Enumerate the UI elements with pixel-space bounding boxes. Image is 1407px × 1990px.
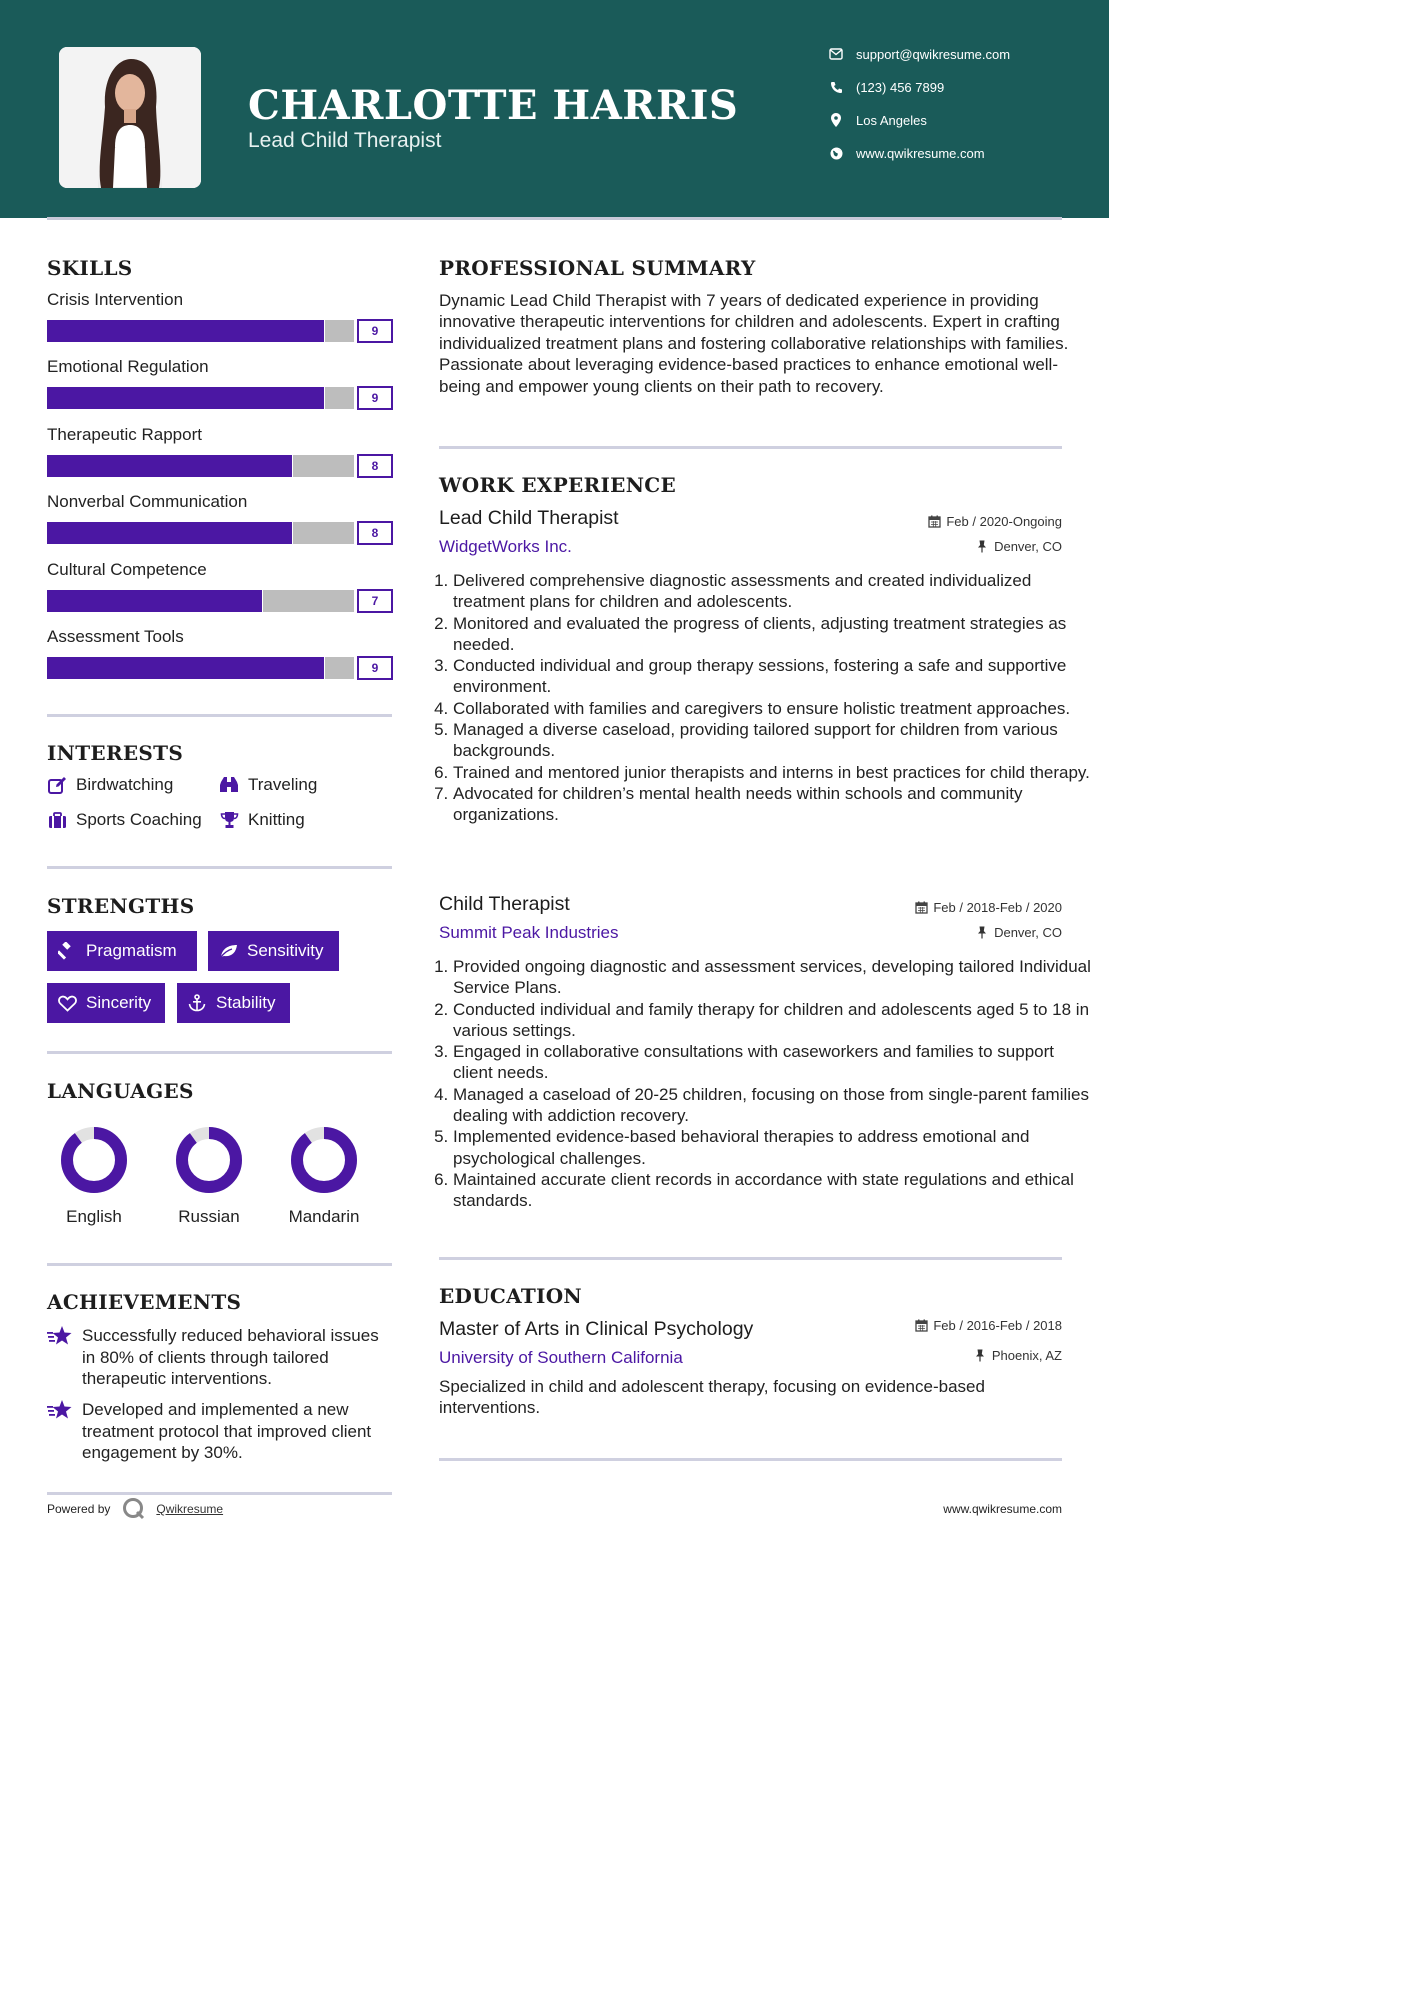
strength-tag <box>208 931 339 971</box>
strength-label: Pragmatism <box>86 941 177 960</box>
duty-item: 2. Conducted individual and family therapy for children and adolescents aged 5 to 18 in various settings. <box>453 999 1093 1042</box>
skill-bar <box>47 590 355 612</box>
achievement-text: Developed and implemented a new treatment protocol that improved client engagement by 30%. <box>82 1400 372 1462</box>
achievements-divider <box>47 1492 392 1495</box>
interest-label: Knitting <box>248 810 305 829</box>
skill-bar-track <box>325 657 354 679</box>
calendar-icon <box>927 515 941 529</box>
skill-bar-fill <box>47 522 292 544</box>
job-location-text: Denver, CO <box>994 925 1062 940</box>
skill-name: Assessment Tools <box>47 627 184 646</box>
language-donut <box>58 1124 130 1196</box>
experience-heading: WORK EXPERIENCE <box>439 473 677 497</box>
skill-bar <box>47 320 355 342</box>
skill-bar-fill <box>47 590 262 612</box>
skill-score: 8 <box>357 521 393 545</box>
duty-item: 3. Engaged in collaborative consultations with caseworkers and families to support client needs. <box>453 1041 1093 1084</box>
language-donut-fill <box>67 1133 121 1187</box>
job-title: Child Therapist <box>439 893 570 915</box>
language-name: Mandarin <box>288 1207 360 1226</box>
interest-label: Sports Coaching <box>76 810 202 829</box>
education-location-text: Phoenix, AZ <box>991 1348 1062 1363</box>
duty-item: 3. Conducted individual and group therapy sessions, fostering a safe and supportive environment. <box>453 655 1093 698</box>
calendar-icon <box>914 901 928 915</box>
skill-bar-track <box>325 387 354 409</box>
skill-score: 8 <box>357 454 393 478</box>
experience-divider <box>439 1257 1062 1260</box>
qwikresume-link[interactable]: Qwikresume <box>156 1502 224 1516</box>
skills-heading: SKILLS <box>47 256 133 280</box>
page-margin <box>1109 0 1407 1990</box>
education-dates <box>914 1318 1062 1333</box>
duty-item: 4. Collaborated with families and caregivers to ensure holistic treatment approaches. <box>453 698 1093 719</box>
duty-item: 1. Delivered comprehensive diagnostic assessments and created individualized treatment plans for children and adolescents. <box>453 570 1093 613</box>
achievements-heading: ACHIEVEMENTS <box>47 1290 242 1314</box>
job-dates-text: Feb / 2020-Ongoing <box>946 514 1062 529</box>
contact-website[interactable] <box>828 145 1088 161</box>
interests-divider <box>47 866 392 869</box>
contact-location-text: Los Angeles <box>856 112 927 128</box>
contact-phone[interactable] <box>828 79 1088 95</box>
skill-bar <box>47 657 355 679</box>
contact-email[interactable] <box>828 46 1088 62</box>
powered-by-text: Powered by <box>47 1502 111 1516</box>
header-divider <box>47 217 1062 220</box>
language-donut <box>173 1124 245 1196</box>
education-location <box>973 1348 1062 1363</box>
gavel-icon <box>57 941 77 961</box>
skill-score: 9 <box>357 656 393 680</box>
leaf-icon <box>218 941 238 961</box>
skill-bar-fill <box>47 387 324 409</box>
job-company: Summit Peak Industries <box>439 923 619 942</box>
language-donut-fill <box>297 1133 351 1187</box>
job-dates <box>927 514 1062 529</box>
strength-label: Sincerity <box>86 993 152 1012</box>
pushpin-icon <box>975 540 989 554</box>
skill-score: 7 <box>357 589 393 613</box>
achievement-text: Successfully reduced behavioral issues in 80% of clients through tailored therapeutic interventions. <box>82 1326 379 1388</box>
envelope-icon <box>828 46 844 62</box>
strength-tag <box>177 983 290 1023</box>
duty-item: 2. Monitored and evaluated the progress of clients, adjusting treatment strategies as needed. <box>453 613 1093 656</box>
job-dates-text: Feb / 2018-Feb / 2020 <box>933 900 1062 915</box>
star-icon <box>47 1325 73 1349</box>
skill-name: Therapeutic Rapport <box>47 425 202 444</box>
achievement-item <box>47 1325 392 1390</box>
footer-url[interactable]: www.qwikresume.com <box>943 1502 1062 1516</box>
job-title: Lead Child Therapist <box>439 507 619 529</box>
calendar-icon <box>914 1319 928 1333</box>
map-marker-icon <box>828 112 844 128</box>
heart-icon <box>57 993 77 1013</box>
skill-bar-track <box>293 522 354 544</box>
language-donut <box>288 1124 360 1196</box>
skills-divider <box>47 714 392 717</box>
footer-powered-by <box>47 1497 223 1521</box>
job-duties <box>431 956 1093 1212</box>
candidate-name: CHARLOTTE HARRIS <box>248 82 739 129</box>
interests-heading: INTERESTS <box>47 741 184 765</box>
job-company: WidgetWorks Inc. <box>439 537 572 556</box>
job-dates <box>914 900 1062 915</box>
duty-item: 4. Managed a caseload of 20-25 children, focusing on those from single-parent families dealing with addiction recovery. <box>453 1084 1093 1127</box>
skill-bar <box>47 387 355 409</box>
anchor-icon <box>187 993 207 1013</box>
duty-item: 5. Managed a diverse caseload, providing tailored support for children from various backgrounds. <box>453 719 1093 762</box>
interest-label: Traveling <box>248 775 318 794</box>
qwikresume-logo-icon <box>122 1497 146 1521</box>
skill-name: Cultural Competence <box>47 560 207 579</box>
skill-bar-fill <box>47 657 324 679</box>
contact-location <box>828 112 1088 128</box>
profile-photo <box>59 47 201 188</box>
language-donut-fill <box>182 1133 236 1187</box>
duty-item: 6. Trained and mentored junior therapists and interns in best practices for child therapy. <box>453 762 1093 783</box>
skill-bar-fill <box>47 320 324 342</box>
binoculars-icon <box>219 775 239 795</box>
skill-name: Emotional Regulation <box>47 357 209 376</box>
skill-bar-track <box>263 590 354 612</box>
skill-name: Nonverbal Communication <box>47 492 248 511</box>
strength-label: Stability <box>216 993 276 1012</box>
summary-divider <box>439 446 1062 449</box>
resume-header <box>0 0 1109 218</box>
strengths-divider <box>47 1051 392 1054</box>
interest-item <box>219 775 317 795</box>
education-school: University of Southern California <box>439 1348 683 1367</box>
pushpin-icon <box>973 1349 987 1363</box>
contact-phone-text: (123) 456 7899 <box>856 79 945 95</box>
strength-label: Sensitivity <box>247 941 324 960</box>
duty-item: 1. Provided ongoing diagnostic and assessment services, developing tailored Individual Service Plans. <box>453 956 1093 999</box>
education-divider <box>439 1458 1062 1461</box>
language-name: Russian <box>178 1207 240 1226</box>
languages-heading: LANGUAGES <box>47 1079 194 1103</box>
achievement-item <box>47 1399 392 1464</box>
strength-tag <box>47 983 165 1023</box>
duty-item: 7. Advocated for children’s mental health needs within schools and community organizations. <box>453 783 1093 826</box>
interest-label: Birdwatching <box>76 775 174 794</box>
education-heading: EDUCATION <box>439 1284 583 1308</box>
contact-email-text: support@qwikresume.com <box>856 46 1011 62</box>
skill-bar-track <box>325 320 354 342</box>
briefcase-icon <box>47 810 67 830</box>
education-degree: Master of Arts in Clinical Psychology <box>439 1318 754 1340</box>
contact-website-text: www.qwikresume.com <box>856 145 985 161</box>
pushpin-icon <box>975 926 989 940</box>
skill-name: Crisis Intervention <box>47 290 184 309</box>
trophy-icon <box>219 810 239 830</box>
education-dates-text: Feb / 2016-Feb / 2018 <box>933 1318 1062 1333</box>
languages-divider <box>47 1263 392 1266</box>
interest-item <box>47 810 202 830</box>
phone-icon <box>828 79 844 95</box>
interest-item <box>47 775 173 795</box>
language-name: English <box>66 1207 122 1226</box>
globe-icon <box>828 145 844 161</box>
candidate-title: Lead Child Therapist <box>248 129 442 152</box>
job-location <box>975 539 1062 554</box>
skill-bar <box>47 522 355 544</box>
skill-score: 9 <box>357 319 393 343</box>
skill-bar-fill <box>47 455 292 477</box>
interest-item <box>219 810 305 830</box>
skill-score: 9 <box>357 386 393 410</box>
duty-item: 5. Implemented evidence-based behavioral therapies to address emotional and psychological challenges. <box>453 1126 1093 1169</box>
job-location-text: Denver, CO <box>994 539 1062 554</box>
summary-text: Dynamic Lead Child Therapist with 7 years of dedicated experience in providing innovative therapeutic interventions for children and adolescents. Expert in crafting individualized treatment plans and fostering collaborative relationships with families. Passionate about leveraging evidence-based practices to enhance emotional well-being and empower young clients on their path to recovery. <box>439 291 1069 396</box>
job-location <box>975 925 1062 940</box>
star-icon <box>47 1399 73 1423</box>
skill-bar-track <box>293 455 354 477</box>
job-duties <box>431 570 1093 826</box>
duty-item: 6. Maintained accurate client records in accordance with state regulations and ethical standards. <box>453 1169 1093 1212</box>
summary-heading: PROFESSIONAL SUMMARY <box>439 256 756 280</box>
pencil-square-icon <box>47 775 67 795</box>
strengths-heading: STRENGTHS <box>47 894 195 918</box>
strength-tag <box>47 931 197 971</box>
skill-bar <box>47 455 355 477</box>
education-text: Specialized in child and adolescent therapy, focusing on evidence-based interventions. <box>439 1377 985 1418</box>
